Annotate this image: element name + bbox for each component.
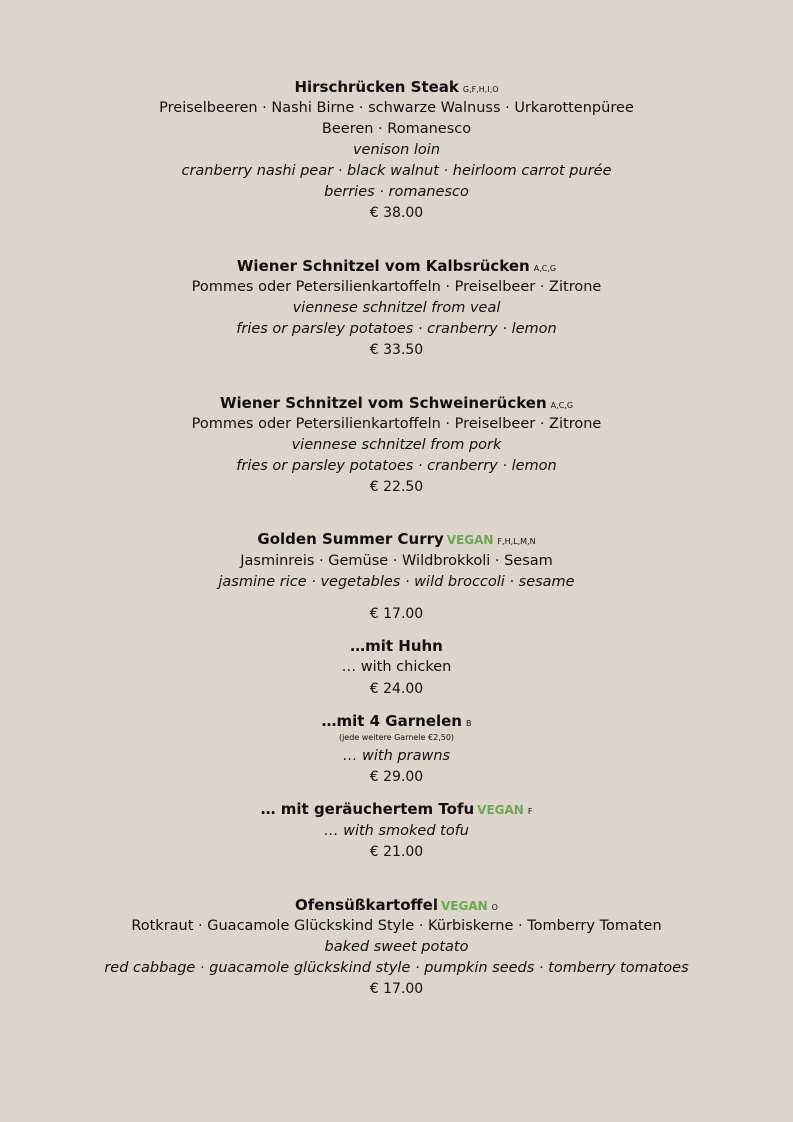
dish-name-en: viennese schnitzel from veal [292,300,501,316]
dish-desc-en: jasmine rice · vegetables · wild broccoli · sesame [218,574,575,590]
dish-title-sweet-potato [0,896,793,917]
dish-price: € 33.50 [369,342,424,358]
dish-name: …mit 4 Garnelen [321,712,462,730]
allergen-codes: A,C,G [550,401,574,410]
dish-name-en: … with smoked tofu [323,823,469,839]
dish-desc-de: Pommes oder Petersilienkartoffeln · Preiselbeer · Zitrone [191,416,602,432]
allergen-codes: F [527,807,533,816]
dish-price: € 17.00 [369,606,424,622]
dish-title-steak [0,78,793,99]
vegan-badge: VEGAN [446,533,494,547]
dish-price: € 38.00 [369,205,424,221]
allergen-codes: O [491,903,498,912]
dish-name-en: … with chicken [341,659,452,675]
vegan-badge: VEGAN [441,899,488,913]
dish-desc-en: fries or parsley potatoes · cranberry · lemon [236,458,557,474]
dish-price: € 24.00 [369,681,424,697]
dish-price: € 17.00 [369,981,424,997]
dish-name: Ofensüßkartoffel [295,896,438,914]
dish-desc-de: Rotkraut · Guacamole Glückskind Style · Kürbiskerne · Tomberry Tomaten [131,918,662,934]
dish-desc-en: fries or parsley potatoes · cranberry · lemon [236,321,557,337]
dish-name: Wiener Schnitzel vom Schweinerücken [219,394,547,412]
dish-name-en: viennese schnitzel from pork [291,437,502,453]
dish-title-chicken: …mit Huhn [350,637,443,655]
dish-name: Hirschrücken Steak [294,78,459,96]
dish-desc-de: Jasminreis · Gemüse · Wildbrokkoli · Sesam [240,553,553,569]
dish-name-en: baked sweet potato [324,939,469,955]
dish-price: € 29.00 [369,769,424,785]
allergen-codes: A,C,G [533,264,557,273]
dish-desc-de: Pommes oder Petersilienkartoffeln · Preiselbeer · Zitrone [191,279,602,295]
dish-title-schnitzel-pork [0,394,793,415]
allergen-codes: G,F,H,I,O [462,85,499,94]
dish-desc-de: Beeren · Romanesco [321,121,472,137]
dish-desc-en: red cabbage · guacamole glückskind style · pumpkin seeds · tomberry tomatoes [104,960,689,976]
dish-title-schnitzel-veal [0,257,793,278]
dish-title-prawns [0,712,793,733]
allergen-codes: B [466,719,472,728]
dish-name-en: … with prawns [342,748,451,764]
vegan-badge: VEGAN [477,803,524,817]
dish-name: Golden Summer Curry [257,530,444,548]
dish-title-curry [0,530,793,551]
dish-desc-de: Preiselbeeren · Nashi Birne · schwarze Walnuss · Urkarottenpüree [159,100,634,116]
dish-name-en: venison loin [352,142,441,158]
dish-desc-en: berries · romanesco [324,184,469,200]
dish-title-tofu [0,800,793,821]
dish-price: € 21.00 [369,844,424,860]
dish-price: € 22.50 [369,479,424,495]
dish-name: … mit geräuchertem Tofu [260,800,475,818]
dish-desc-en: cranberry nashi pear · black walnut · heirloom carrot purée [181,163,612,179]
dish-name: Wiener Schnitzel vom Kalbsrücken [236,257,530,275]
allergen-codes: F,H,L,M,N [497,537,536,546]
dish-note: (jede weitere Garnele €2,50) [338,733,455,742]
